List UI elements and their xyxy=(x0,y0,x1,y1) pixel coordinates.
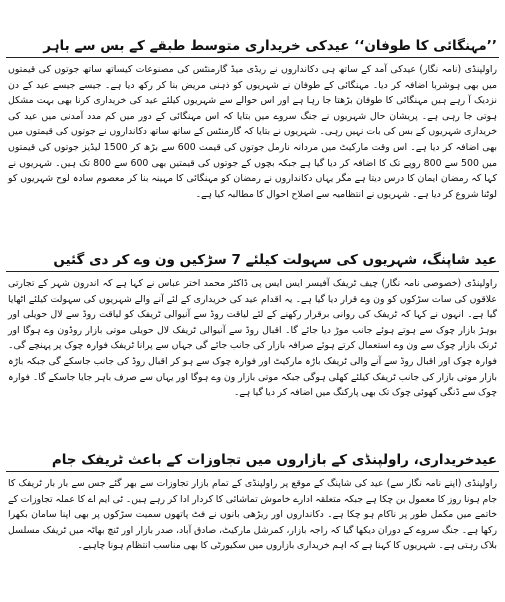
article-body: راولپنڈی (خصوصی نامہ نگار) چیف ٹریفک آفیسر ایس ایس پی ڈاکٹر محمد اختر عباس نے کہا ہے کہ اندرون شہر کے تجارتی علاقوں کی سات سڑکوں کو ون وے قرار دیا گیا ہے۔ یہ اقدام عید کی خریداری کے لئے آنے والے شہریوں کی سہولت کیلئے اٹھایا گیا ہے۔ انہوں نے کہا کہ ٹریفک کی روانی برقرار رکھنے کے لئے لیاقت روڈ سے آنیوالی ٹریفک کو لیاقت روڈ سے لال حویلی اور بوہڑ بازار چوک سے ہوتے ہوئے جانب موڑ دیا جائے گا۔ اقبال روڈ سے آنیوالی ٹریفک لال حویلی موتی بازار روڈون وے ہوگا اور ٹرنک بازار چوک سے ون وے استعمال کرتے ہوئے صرافہ بازار کی جانب جائے گی جہاں سے پرانا ٹریفک فوارہ چوک پر پہنچے گی۔ فوارہ چوک اور اقبال روڈ سے آنے والی ٹریفک باڑہ مارکیٹ اور فوارہ چوک سے ہو کر اقبال روڈ کی جانب جاسکے گی جبکہ باڑہ بازار موتی بازار کی جانب ٹریفک کیلئے کھلی ہوگی جبکہ موتی بازار ون وے ہوگا اور یہاں سے صرف باہر جایا جاسکے گا۔ فوارہ چوک سے ڈنگی کھوئی چوک تک بھی پارکنگ میں اضافہ کر دیا گیا ہے۔ xyxy=(8,278,497,399)
article-body: راولپنڈی (نامہ نگار) عیدکی آمد کے ساتھ ہی دکانداروں نے ریڈی میڈ گارمنٹس کی مصنوعات کیساتھ ساتھ جوتوں کی قیمتوں میں بھی ہوشربا اضافہ کر دیا۔ مہنگائی کے طوفان نے شہریوں کو ذہنی مریض بنا کر رکھ دیا ہے۔ جیسے جیسے عید کے دن نزدیک آ رہے ہیں مہنگائی کا طوفان بڑھتا جا رہا ہے اور اس حوالے سے شہریوں کیلئے عید کی خریداری کرنا بھی بہت مشکل ہوتی جا رہی ہے۔ پریشان حال شہریوں نے جنگ سروے میں بتایا کہ اس مہنگائی کے دور میں کم مدد آمدنی میں عید کی خریداری شہریوں کے بس کی بات نہیں رہی۔ شہریوں نے بتایا کہ گارمنٹس کے ساتھ ساتھ دکانداروں نے جوتوں کی قیمتوں میں بھی اضافہ کر دیا ہے۔ اس وقت مارکیٹ میں مردانہ نارمل جوتوں کی قیمت 600 سے بڑھ کر 1500 لیڈیز جوتوں کی قیمتوں میں 500 سے 800 روپے تک کا اضافہ کر دیا گیا ہے جبکہ بچوں کے جوتوں کی قیمتیں بھی 600 سے 800 تک ہیں۔ شہریوں نے کہا کہ رمضان ایمان کا درس دیتا ہے مگر یہاں دکانداروں نے رمضان کو مہنگائی کا مہینہ بنا کر معصوم سادہ لوح شہریوں کو لوٹنا شروع کر دیا ہے۔ شہریوں نے انتظامیہ سے اصلاح احوال کا مطالبہ کیا ہے۔ xyxy=(8,64,497,200)
article-one-way-roads xyxy=(6,250,499,420)
article-headline: ’’مہنگائی کا طوفان‘‘ عیدکی خریداری متوسط طبقے کے بس سے باہر xyxy=(6,36,499,58)
article-headline: عید شاپنگ، شہریوں کی سہولت کیلئے 7 سڑکیں ون وے کر دی گئیں xyxy=(6,250,499,272)
article-headline: عیدخریداری، راولپنڈی کے بازاروں میں تجاوزات کے باعث ٹریفک جام xyxy=(6,450,499,472)
article-inflation xyxy=(6,36,499,236)
article-traffic-jam xyxy=(6,450,499,602)
article-body: راولپنڈی (اپنے نامہ نگار سے) عید کی شاپنگ کے موقع پر راولپنڈی کے تمام بازار تجاوزات سے بھر گئے جس سے بار بار ٹریفک کا جام ہونا روز کا معمول بن چکا ہے جبکہ متعلقہ ادارے خاموش تماشائی کا کردار ادا کر رہے ہیں۔ ٹی ایم اے کا عملہ تجاوزات کے خاتمے میں مکمل طور پر ناکام ہو چکا ہے۔ دکانداروں اور ریڑھی بانوں نے فٹ پاتھوں سمیت سڑکوں پر بھی اپنا سامان بکھرا رکھا ہے۔ جنگ سروے کے دوران دیکھا گیا کہ راجہ بازار، کمرشل مارکیٹ، صادق آباد، صدر بازار اور ٹنچ بھاٹہ میں ٹریفک مسلسل بلاک رہتی ہے۔ شہریوں کا کہنا ہے کہ اہم خریداری بازاروں میں سکیورٹی کا بھی مناسب انتظام ہونا چاہیے۔ xyxy=(8,478,497,552)
